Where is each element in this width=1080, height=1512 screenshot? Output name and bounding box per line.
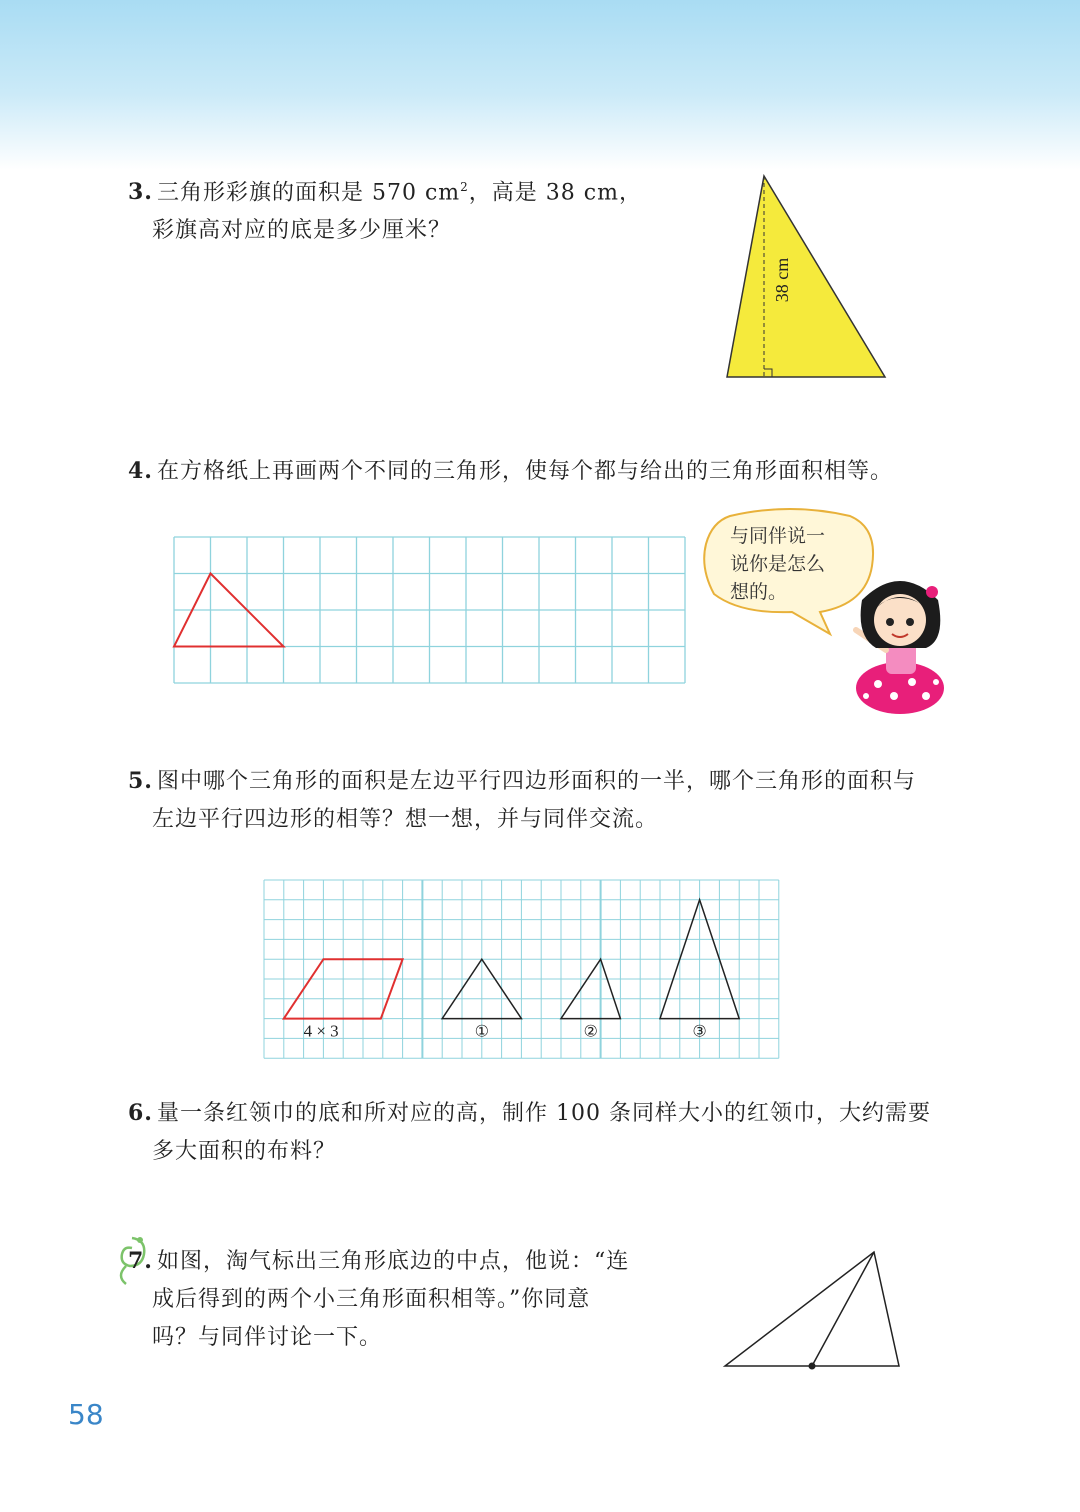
yellow-triangle	[727, 176, 885, 377]
triangle-2	[561, 959, 620, 1018]
page-number: 58	[68, 1398, 104, 1431]
median-line	[812, 1252, 874, 1366]
triangle-label-1: ①	[474, 1021, 489, 1041]
question-7	[128, 1242, 629, 1357]
question-5	[128, 762, 916, 839]
girl-illustration	[842, 570, 952, 720]
triangle-label-2: ②	[583, 1021, 598, 1041]
q4-text: 在方格纸上再画两个不同的三角形，使每个都与给出的三角形面积相等。	[156, 459, 893, 484]
midpoint-triangle-figure	[722, 1248, 912, 1373]
question-3	[128, 168, 642, 250]
question-6	[128, 1094, 931, 1171]
q6-text-line1: 量一条红领巾的底和所对应的高，制作 100 条同样大小的红领巾，大约需要	[156, 1101, 931, 1126]
q5-text-line1: 图中哪个三角形的面积是左边平行四边形面积的一半，哪个三角形的面积与	[156, 769, 916, 794]
question-number: 7.	[128, 1248, 153, 1274]
header-band	[0, 0, 1080, 170]
triangle-label-3: ③	[692, 1021, 707, 1041]
height-label: 38 cm	[772, 257, 792, 303]
parallelogram-label: 4 × 3	[303, 1021, 339, 1041]
question-number: 3.	[128, 179, 153, 206]
q3-text-line1-end: ，高是 38 cm，	[468, 180, 642, 206]
q7-text-line1: 如图，淘气标出三角形底边的中点，他说：“连	[156, 1249, 630, 1274]
outer-triangle	[725, 1252, 899, 1366]
question-number: 5.	[128, 768, 153, 794]
question-number: 4.	[128, 458, 153, 484]
q3-text-line2: 彩旗高对应的底是多少厘米？	[152, 218, 452, 244]
question-4	[128, 452, 893, 491]
q6-text-line2: 多大面积的布料？	[152, 1139, 337, 1164]
pennant-triangle-figure	[722, 172, 892, 387]
q7-text-line3: 吗？与同伴讨论一下。	[152, 1325, 383, 1350]
speech-bubble-text: 与同伴说一 说你是怎么 想的。	[730, 525, 826, 603]
grid-paper-shapes	[263, 879, 781, 1059]
q5-text-line2: 左边平行四边形的相等？想一想，并与同伴交流。	[152, 807, 659, 832]
q3-text-line1: 三角形彩旗的面积是 570 cm	[156, 180, 461, 206]
midpoint-dot	[809, 1363, 816, 1370]
question-number: 6.	[128, 1100, 153, 1126]
grid-paper	[173, 536, 685, 684]
superscript: 2	[460, 180, 469, 194]
q7-text-line2: 成后得到的两个小三角形面积相等。”你同意	[152, 1287, 591, 1312]
